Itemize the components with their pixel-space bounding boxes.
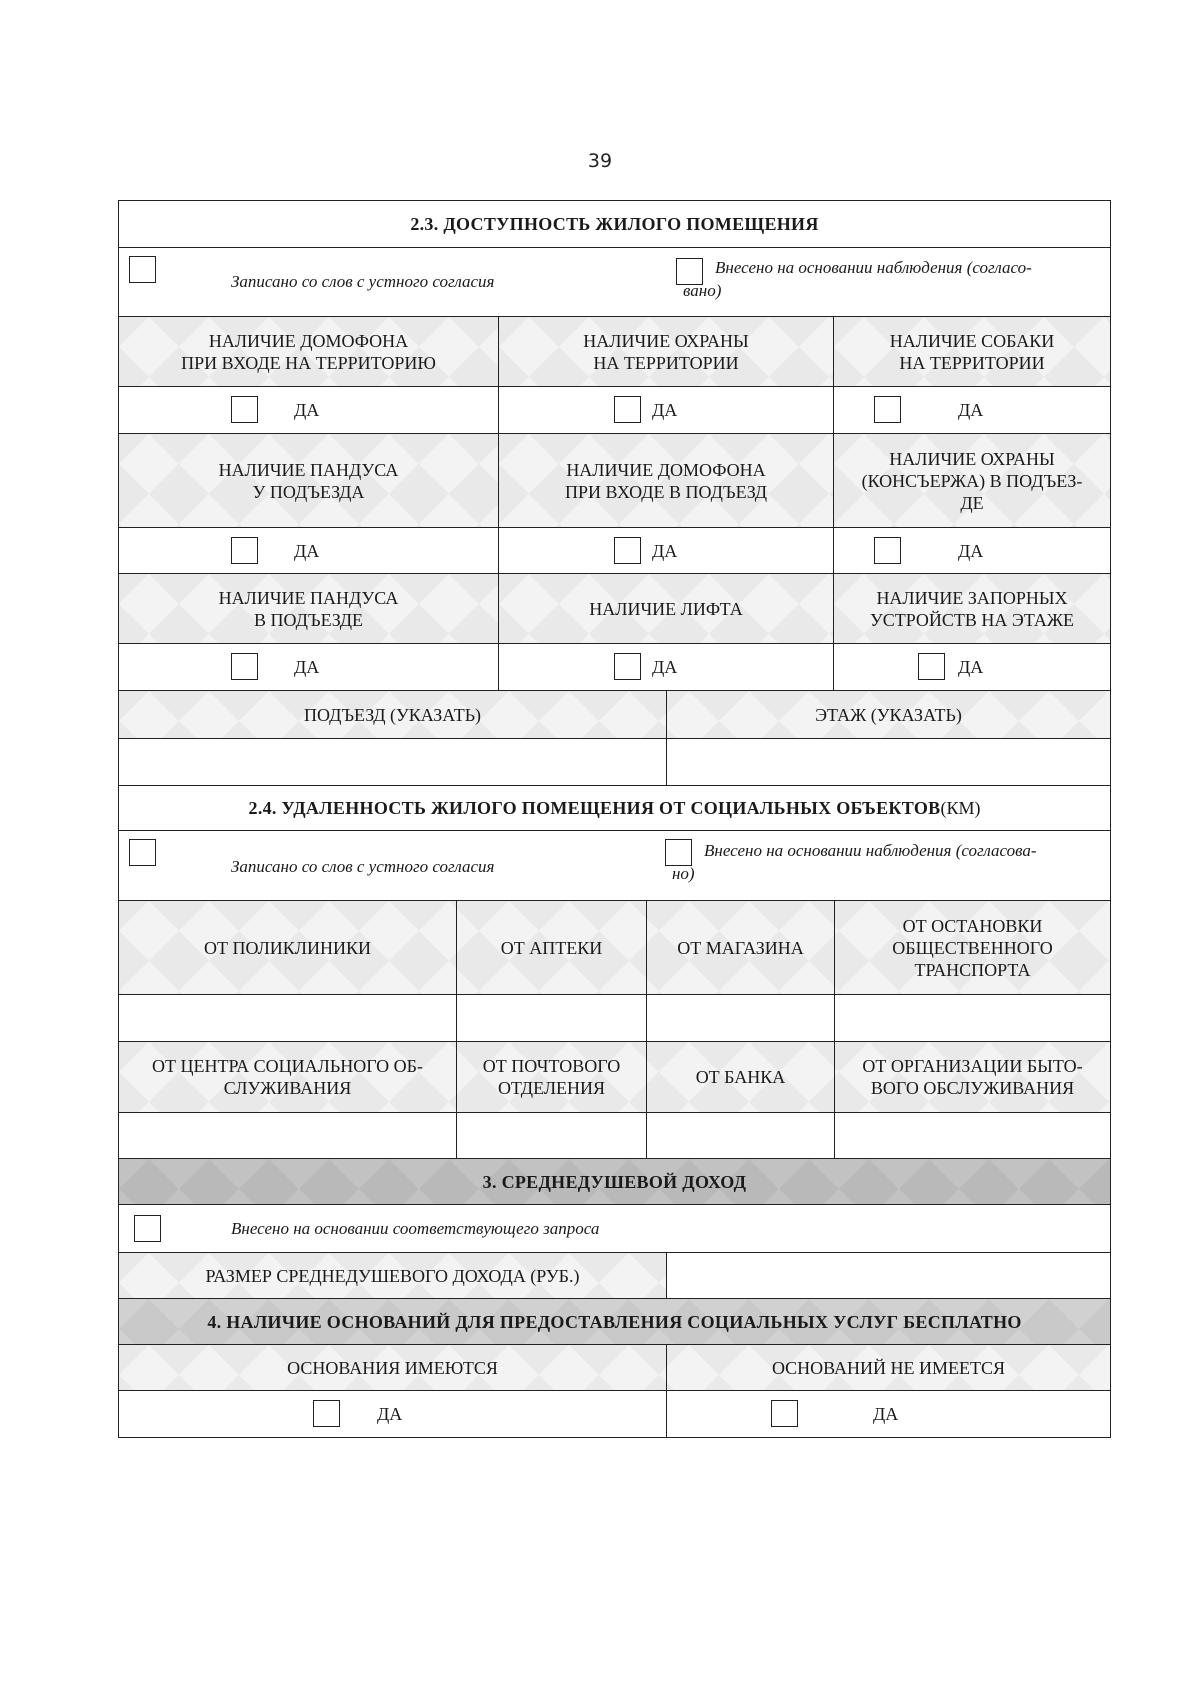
entrance-label: ПОДЪЕЗД (УКАЗАТЬ): [119, 691, 667, 738]
oral-consent-checkbox[interactable]: [129, 256, 156, 283]
page-number: 39: [587, 150, 613, 172]
section-3-source-row: [119, 1205, 1110, 1253]
guard-territory-yes-checkbox[interactable]: [614, 396, 641, 423]
section-2-3-header: [119, 201, 1110, 248]
shop-distance-input[interactable]: [647, 995, 835, 1041]
bank-distance-input[interactable]: [647, 1113, 835, 1158]
floor-lock-devices-label: НАЛИЧИЕ ЗАПОРНЫХ УСТРОЙСТВ НА ЭТАЖЕ: [834, 574, 1110, 643]
yes-label: ДА: [652, 541, 678, 561]
observation-label-line2: но): [672, 864, 695, 883]
intercom-territory-yes-checkbox[interactable]: [231, 396, 258, 423]
income-input[interactable]: [667, 1253, 1110, 1298]
intercom-entrance-label: НАЛИЧИЕ ДОМОФОНА ПРИ ВХОДЕ В ПОДЪЕЗД: [499, 434, 834, 527]
observation-label-line1: Внесено на основании наблюдения (согласо-: [715, 258, 1032, 277]
clinic-distance-label: ОТ ПОЛИКЛИНИКИ: [119, 901, 457, 994]
yes-label: ДА: [652, 657, 678, 677]
features-row-3: [119, 574, 1110, 644]
entrance-input[interactable]: [119, 739, 667, 785]
post-office-distance-input[interactable]: [457, 1113, 647, 1158]
yes-label: ДА: [958, 541, 984, 561]
intercom-territory-label: НАЛИЧИЕ ДОМОФОНА ПРИ ВХОДЕ НА ТЕРРИТОРИЮ: [119, 317, 499, 386]
yes-label: ДА: [377, 1404, 403, 1424]
floor-input[interactable]: [667, 739, 1110, 785]
request-label: Внесено на основании соответствующего запроса: [231, 1219, 600, 1238]
transport-stop-distance-input[interactable]: [835, 995, 1110, 1041]
section-2-4-header: [119, 786, 1110, 831]
distance-row-1-inputs: [119, 995, 1110, 1042]
oral-consent-checkbox[interactable]: [129, 839, 156, 866]
pharmacy-distance-label: ОТ АПТЕКИ: [457, 901, 647, 994]
yes-label: ДА: [294, 657, 320, 677]
income-row: [119, 1253, 1110, 1299]
grounds-exist-yes-checkbox[interactable]: [313, 1400, 340, 1427]
concierge-yes-checkbox[interactable]: [874, 537, 901, 564]
no-grounds-yes-checkbox[interactable]: [771, 1400, 798, 1427]
distance-row-2: [119, 1042, 1110, 1113]
bank-distance-label: ОТ БАНКА: [647, 1042, 835, 1112]
elevator-yes-checkbox[interactable]: [614, 653, 641, 680]
observation-checkbox[interactable]: [665, 839, 692, 866]
guard-territory-label: НАЛИЧИЕ ОХРАНЫ НА ТЕРРИТОРИИ: [499, 317, 834, 386]
features-row-1-answers: [119, 387, 1110, 434]
ramp-inside-yes-checkbox[interactable]: [231, 653, 258, 680]
intercom-entrance-yes-checkbox[interactable]: [614, 537, 641, 564]
oral-consent-label: Записано со слов с устного согласия: [231, 857, 495, 876]
questionnaire-form: [118, 200, 1111, 1438]
ramp-inside-entrance-label: НАЛИЧИЕ ПАНДУСА В ПОДЪЕЗДЕ: [119, 574, 499, 643]
social-center-distance-label: ОТ ЦЕНТРА СОЦИАЛЬНОГО ОБ- СЛУЖИВАНИЯ: [119, 1042, 457, 1112]
features-row-1: [119, 317, 1110, 387]
distance-row-1: [119, 901, 1110, 995]
grounds-header-row: [119, 1345, 1110, 1391]
observation-label-line2: вано): [683, 281, 722, 300]
entrance-floor-input-row: [119, 739, 1110, 786]
yes-label: ДА: [294, 541, 320, 561]
section-2-3-title: 2.3. ДОСТУПНОСТЬ ЖИЛОГО ПОМЕЩЕНИЯ: [410, 214, 819, 234]
grounds-answer-row: [119, 1391, 1110, 1438]
shop-distance-label: ОТ МАГАЗИНА: [647, 901, 835, 994]
yes-label: ДА: [873, 1404, 899, 1424]
consumer-services-distance-label: ОТ ОРГАНИЗАЦИИ БЫТО- ВОГО ОБСЛУЖИВАНИЯ: [862, 1056, 1083, 1098]
features-row-2: [119, 434, 1110, 528]
section-4-header: [119, 1299, 1110, 1345]
social-center-distance-input[interactable]: [119, 1113, 457, 1158]
yes-label: ДА: [958, 657, 984, 677]
ramp-outside-entrance-label: НАЛИЧИЕ ПАНДУСА У ПОДЪЕЗДА: [119, 434, 499, 527]
consumer-services-distance-input[interactable]: [835, 1113, 1110, 1158]
yes-label: ДА: [294, 400, 320, 420]
distance-row-2-inputs: [119, 1113, 1110, 1159]
section-2-4-title: 2.4. УДАЛЕННОСТЬ ЖИЛОГО ПОМЕЩЕНИЯ ОТ СОЦИАЛЬНЫХ ОБЪЕКТОВ (КМ): [248, 798, 981, 818]
oral-consent-label: Записано со слов с устного согласия: [231, 272, 495, 291]
transport-stop-distance-label: ОТ ОСТАНОВКИ ОБЩЕСТВЕННОГО ТРАНСПОРТА: [892, 915, 1053, 980]
clinic-distance-input[interactable]: [119, 995, 457, 1041]
dog-territory-yes-checkbox[interactable]: [874, 396, 901, 423]
features-row-2-answers: [119, 528, 1110, 574]
yes-label: ДА: [652, 400, 678, 420]
no-grounds-label: ОСНОВАНИЙ НЕ ИМЕЕТСЯ: [771, 1357, 1006, 1378]
section-2-4-source-row: [119, 831, 1110, 901]
floor-lock-yes-checkbox[interactable]: [918, 653, 945, 680]
section-4-title: 4. НАЛИЧИЕ ОСНОВАНИЙ ДЛЯ ПРЕДОСТАВЛЕНИЯ СОЦИАЛЬНЫХ УСЛУГ БЕСПЛАТНО: [207, 1311, 1022, 1332]
features-row-3-answers: [119, 644, 1110, 691]
entrance-floor-header-row: [119, 691, 1110, 739]
request-checkbox[interactable]: [134, 1215, 161, 1242]
section-3-title: 3. СРЕДНЕДУШЕВОЙ ДОХОД: [482, 1171, 747, 1192]
observation-label-line1: Внесено на основании наблюдения (согласова-: [704, 841, 1037, 860]
section-2-3-source-row: [119, 248, 1110, 317]
section-3-header: [119, 1159, 1110, 1205]
yes-label: ДА: [958, 400, 984, 420]
grounds-exist-label: ОСНОВАНИЯ ИМЕЮТСЯ: [119, 1345, 667, 1390]
post-office-distance-label: ОТ ПОЧТОВОГО ОТДЕЛЕНИЯ: [457, 1042, 647, 1112]
floor-label: ЭТАЖ (УКАЗАТЬ): [815, 704, 962, 725]
pharmacy-distance-input[interactable]: [457, 995, 647, 1041]
income-label: РАЗМЕР СРЕДНЕДУШЕВОГО ДОХОДА (РУБ.): [119, 1253, 667, 1298]
dog-territory-label: НАЛИЧИЕ СОБАКИ НА ТЕРРИТОРИИ: [834, 317, 1110, 386]
ramp-outside-yes-checkbox[interactable]: [231, 537, 258, 564]
elevator-label: НАЛИЧИЕ ЛИФТА: [499, 574, 834, 643]
concierge-label: НАЛИЧИЕ ОХРАНЫ (КОНСЪЕРЖА) В ПОДЪЕЗ- ДЕ: [834, 434, 1110, 527]
